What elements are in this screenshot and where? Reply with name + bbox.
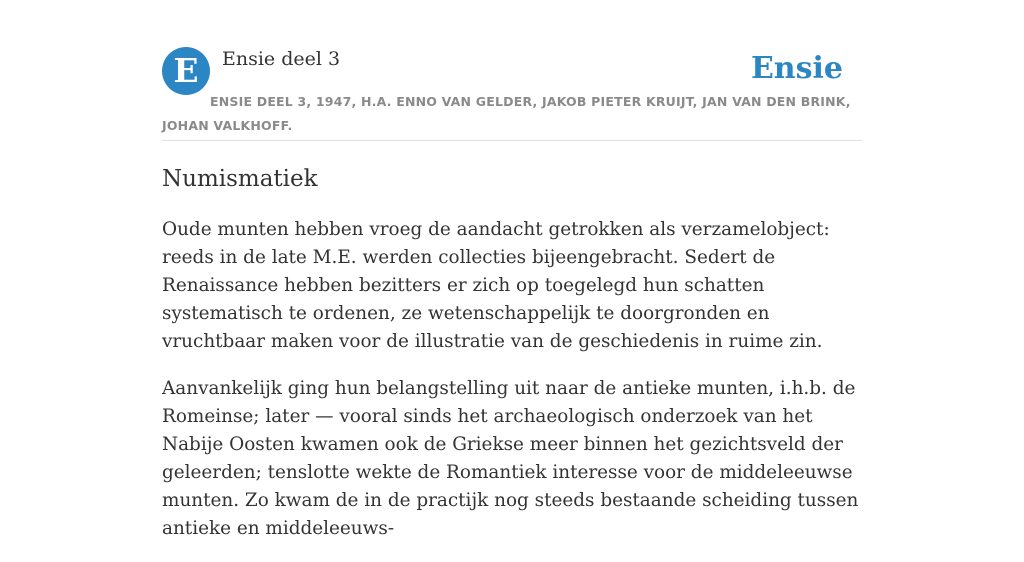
paragraph: Oude munten hebben vroeg de aandacht getrokken als verzamelobject: reeds in de late M.E. werden collecties bijeengebracht. Sedert de Renaissance hebben bezitters er zich op toegelegd hun schatten systematisch te ordenen, ze wetenschappelijk te doorgronden en vruchtbaar maken voor de illustratie van de geschiedenis in ruime zin. [162, 219, 830, 352]
article-title: Numismatiek [162, 166, 318, 192]
ensie-logo-icon[interactable]: E [162, 47, 210, 95]
book-title[interactable]: Ensie deel 3 [222, 48, 341, 70]
source-meta: ENSIE DEEL 3, 1947, H.A. ENNO VAN GELDER, JAKOB PIETER KRUIJT, JAN VAN DEN BRINK, JOHAN VALKHOFF. [162, 94, 851, 133]
ensie-brand-link[interactable]: Ensie [750, 51, 843, 86]
article-body [162, 216, 862, 562]
paragraph: Aanvankelijk ging hun belangstelling uit naar de antieke munten, i.h.b. de Romeinse; later — vooral sinds het archaeologisch onderzoek van het Nabije Oosten kwamen ook de Griekse meer binnen het gezichtsveld der geleerden; tenslotte wekte de Romantiek interesse voor de middeleeuwse munten. Zo kwam de in de practijk nog steeds bestaande scheiding tussen antieke en middeleeuws- [162, 378, 859, 539]
header [162, 44, 862, 141]
